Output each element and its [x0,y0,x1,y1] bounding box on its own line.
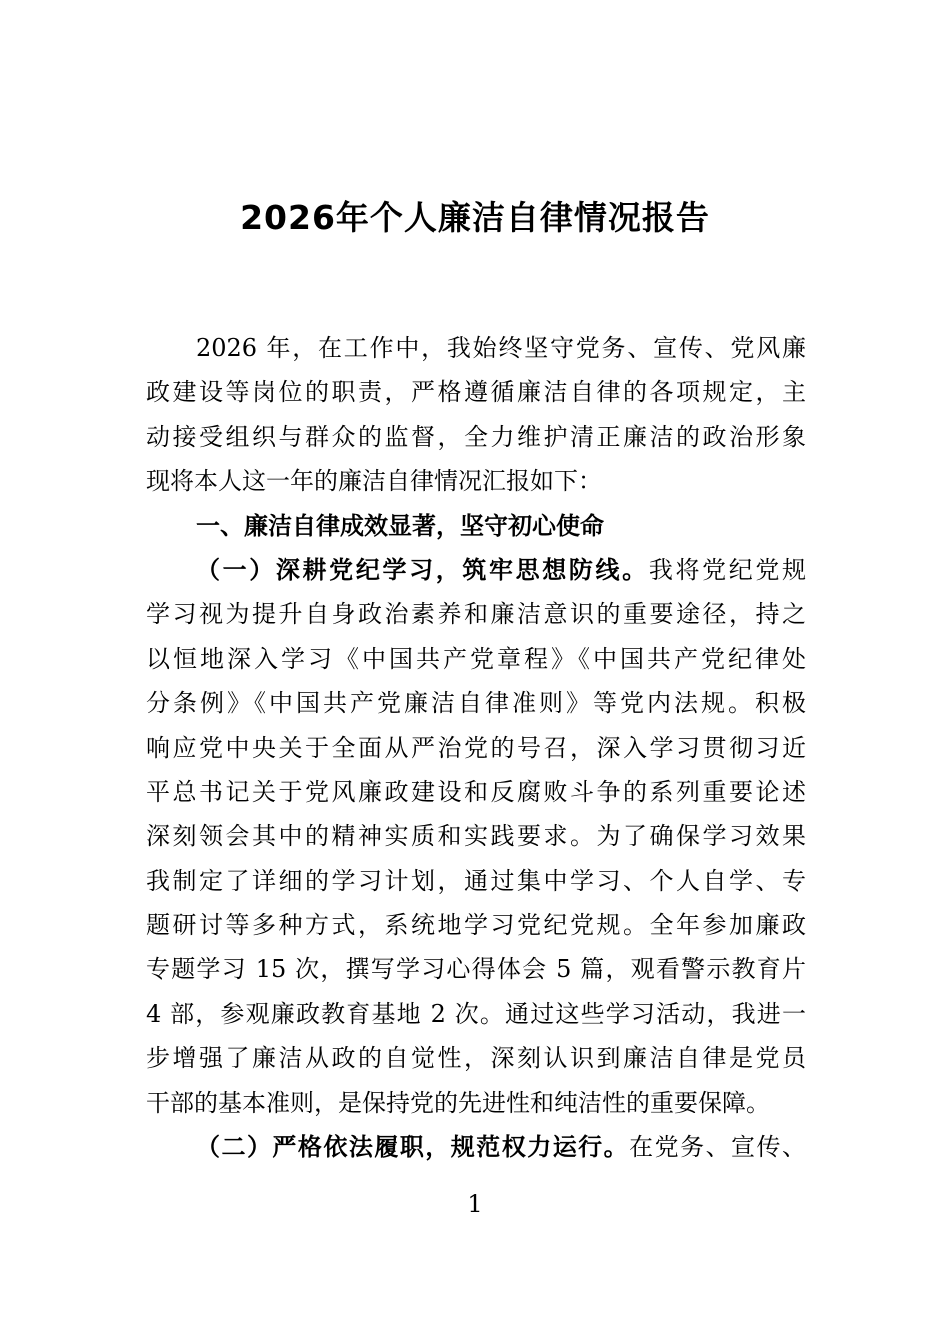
paragraph-line: 题研讨等多种方式，系统地学习党纪党规。全年参加廉政 [146,911,806,940]
paragraph-line: 分条例》《中国共产党廉洁自律准则》等党内法规。积极 [146,689,806,718]
subsection-first-line [146,548,806,592]
paragraph-line: 响应党中央关于全面从严治党的号召，深入学习贯彻习近 [146,733,806,762]
paragraph-line: 干部的基本准则，是保持党的先进性和纯洁性的重要保障。 [146,1088,770,1117]
paragraph-line: 步增强了廉洁从政的自觉性，深刻认识到廉洁自律是党员 [146,1044,806,1073]
intro-line: 政建设等岗位的职责，严格遵循廉洁自律的各项规定，主 [146,378,806,407]
document-title: 2026年个人廉洁自律情况报告 [240,198,710,237]
intro-line: 现将本人这一年的廉洁自律情况汇报如下： [146,467,602,496]
page-number: 1 [467,1190,483,1218]
paragraph-line: 4 部，参观廉政教育基地 2 次。通过这些学习活动，我进一 [146,999,806,1028]
intro-line: 2026 年，在工作中，我始终坚守党务、宣传、党风廉 [196,334,806,362]
paragraph-text: 在党务、宣传、 [629,1133,807,1162]
intro-line: 动接受组织与群众的监督，全力维护清正廉洁的政治形象 [146,422,806,451]
subsection-heading: （一）深耕党纪学习，筑牢思想防线。 [196,554,649,584]
paragraph-line: 以恒地深入学习《中国共产党章程》《中国共产党纪律处 [146,644,806,673]
paragraph-text: 我将党纪党规 [648,555,807,584]
paragraph-line: 学习视为提升自身政治素养和廉洁意识的重要途径，持之 [146,600,806,629]
subsection-heading: （二）严格依法履职，规范权力运行。 [196,1132,630,1162]
paragraph-line: 深刻领会其中的精神实质和实践要求。为了确保学习效果 [146,822,806,851]
paragraph-line: 平总书记关于党风廉政建设和反腐败斗争的系列重要论述 [146,777,806,806]
document-body [146,326,806,1169]
paragraph-line: 专题学习 15 次，撰写学习心得体会 5 篇，观看警示教育片 [146,955,806,984]
paragraph-line: 我制定了详细的学习计划，通过集中学习、个人自学、专 [146,866,806,895]
subsection-first-line [146,1125,806,1169]
section-heading: 一、廉洁自律成效显著，坚守初心使命 [196,511,604,540]
